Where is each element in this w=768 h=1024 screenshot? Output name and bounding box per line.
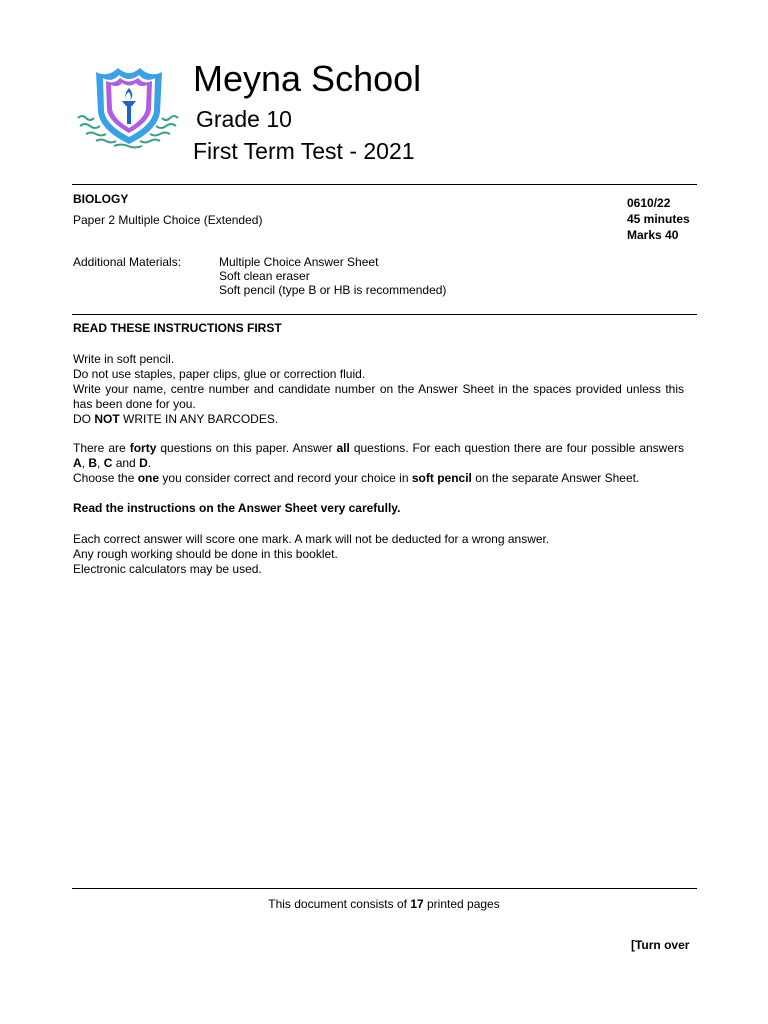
emphasis-soft-pencil: soft pencil	[411, 471, 472, 485]
answer-sheet-note: Read the instructions on the Answer Sheet very carefully.	[73, 501, 401, 515]
text-segment: ,	[81, 456, 89, 470]
grade-label: Grade 10	[196, 106, 292, 132]
page-count-note	[0, 897, 768, 911]
emphasis-not: NOT	[94, 412, 120, 426]
instructions-heading: READ THESE INSTRUCTIONS FIRST	[73, 321, 282, 335]
subject-title: BIOLOGY	[73, 192, 129, 206]
duration: 45 minutes	[627, 212, 690, 226]
text-segment: ,	[97, 456, 104, 470]
instruction-line: Any rough working should be done in this booklet.	[73, 547, 338, 561]
text-segment: questions. For each question there are four possible answers	[349, 441, 685, 455]
paper-code-block	[627, 195, 690, 243]
instructions-paragraph-4	[73, 532, 684, 577]
emphasis-forty: forty	[129, 441, 157, 455]
materials-label: Additional Materials:	[73, 255, 182, 269]
instruction-line: Do not use staples, paper clips, glue or correction fluid.	[73, 367, 366, 381]
school-crest-logo	[74, 64, 182, 154]
school-name: Meyna School	[193, 58, 422, 99]
instruction-line	[73, 441, 684, 471]
text-segment: This document consists of	[268, 897, 411, 911]
text-segment: DO	[73, 412, 95, 426]
school-crest-torch-icon	[74, 64, 182, 154]
instructions-paragraph-2	[73, 441, 684, 486]
divider-middle	[72, 314, 697, 315]
page-count: 17	[410, 897, 424, 911]
instruction-line: Write in soft pencil.	[73, 352, 175, 366]
instruction-line	[73, 471, 684, 486]
instructions-paragraph-1	[73, 352, 684, 427]
text-segment: on the separate Answer Sheet.	[471, 471, 640, 485]
text-segment: questions on this paper. Answer	[156, 441, 337, 455]
emphasis-one: one	[137, 471, 160, 485]
turn-over-label: [Turn over	[631, 938, 690, 952]
divider-bottom	[72, 888, 697, 889]
text-segment: you consider correct and record your choice in	[159, 471, 412, 485]
test-title: First Term Test - 2021	[193, 138, 415, 164]
divider-top	[72, 184, 697, 185]
materials-list	[219, 255, 446, 297]
text-segment: Choose the	[73, 471, 138, 485]
materials-item: Soft pencil (type B or HB is recommended)	[219, 283, 447, 297]
text-segment: printed pages	[423, 897, 500, 911]
instruction-line: Each correct answer will score one mark. A mark will not be deducted for a wrong answer.	[73, 532, 550, 546]
materials-item: Multiple Choice Answer Sheet	[219, 255, 379, 269]
instruction-line: Electronic calculators may be used.	[73, 562, 262, 576]
paper-code: 0610/22	[627, 196, 671, 210]
text-segment: There are	[73, 441, 130, 455]
text-segment: and	[112, 456, 140, 470]
instruction-line	[73, 412, 684, 427]
total-marks: Marks 40	[627, 228, 679, 242]
instruction-line: Write your name, centre number and candidate number on the Answer Sheet in the spaces provided unless this has been done for you.	[73, 382, 684, 411]
text-segment: WRITE IN ANY BARCODES.	[119, 412, 279, 426]
option-b: B	[88, 456, 98, 470]
paper-description: Paper 2 Multiple Choice (Extended)	[73, 213, 263, 227]
materials-item: Soft clean eraser	[219, 269, 310, 283]
option-a: A	[73, 456, 82, 470]
option-c: C	[103, 456, 113, 470]
option-d: D	[139, 456, 148, 470]
text-segment: .	[147, 456, 152, 470]
emphasis-all: all	[336, 441, 350, 455]
